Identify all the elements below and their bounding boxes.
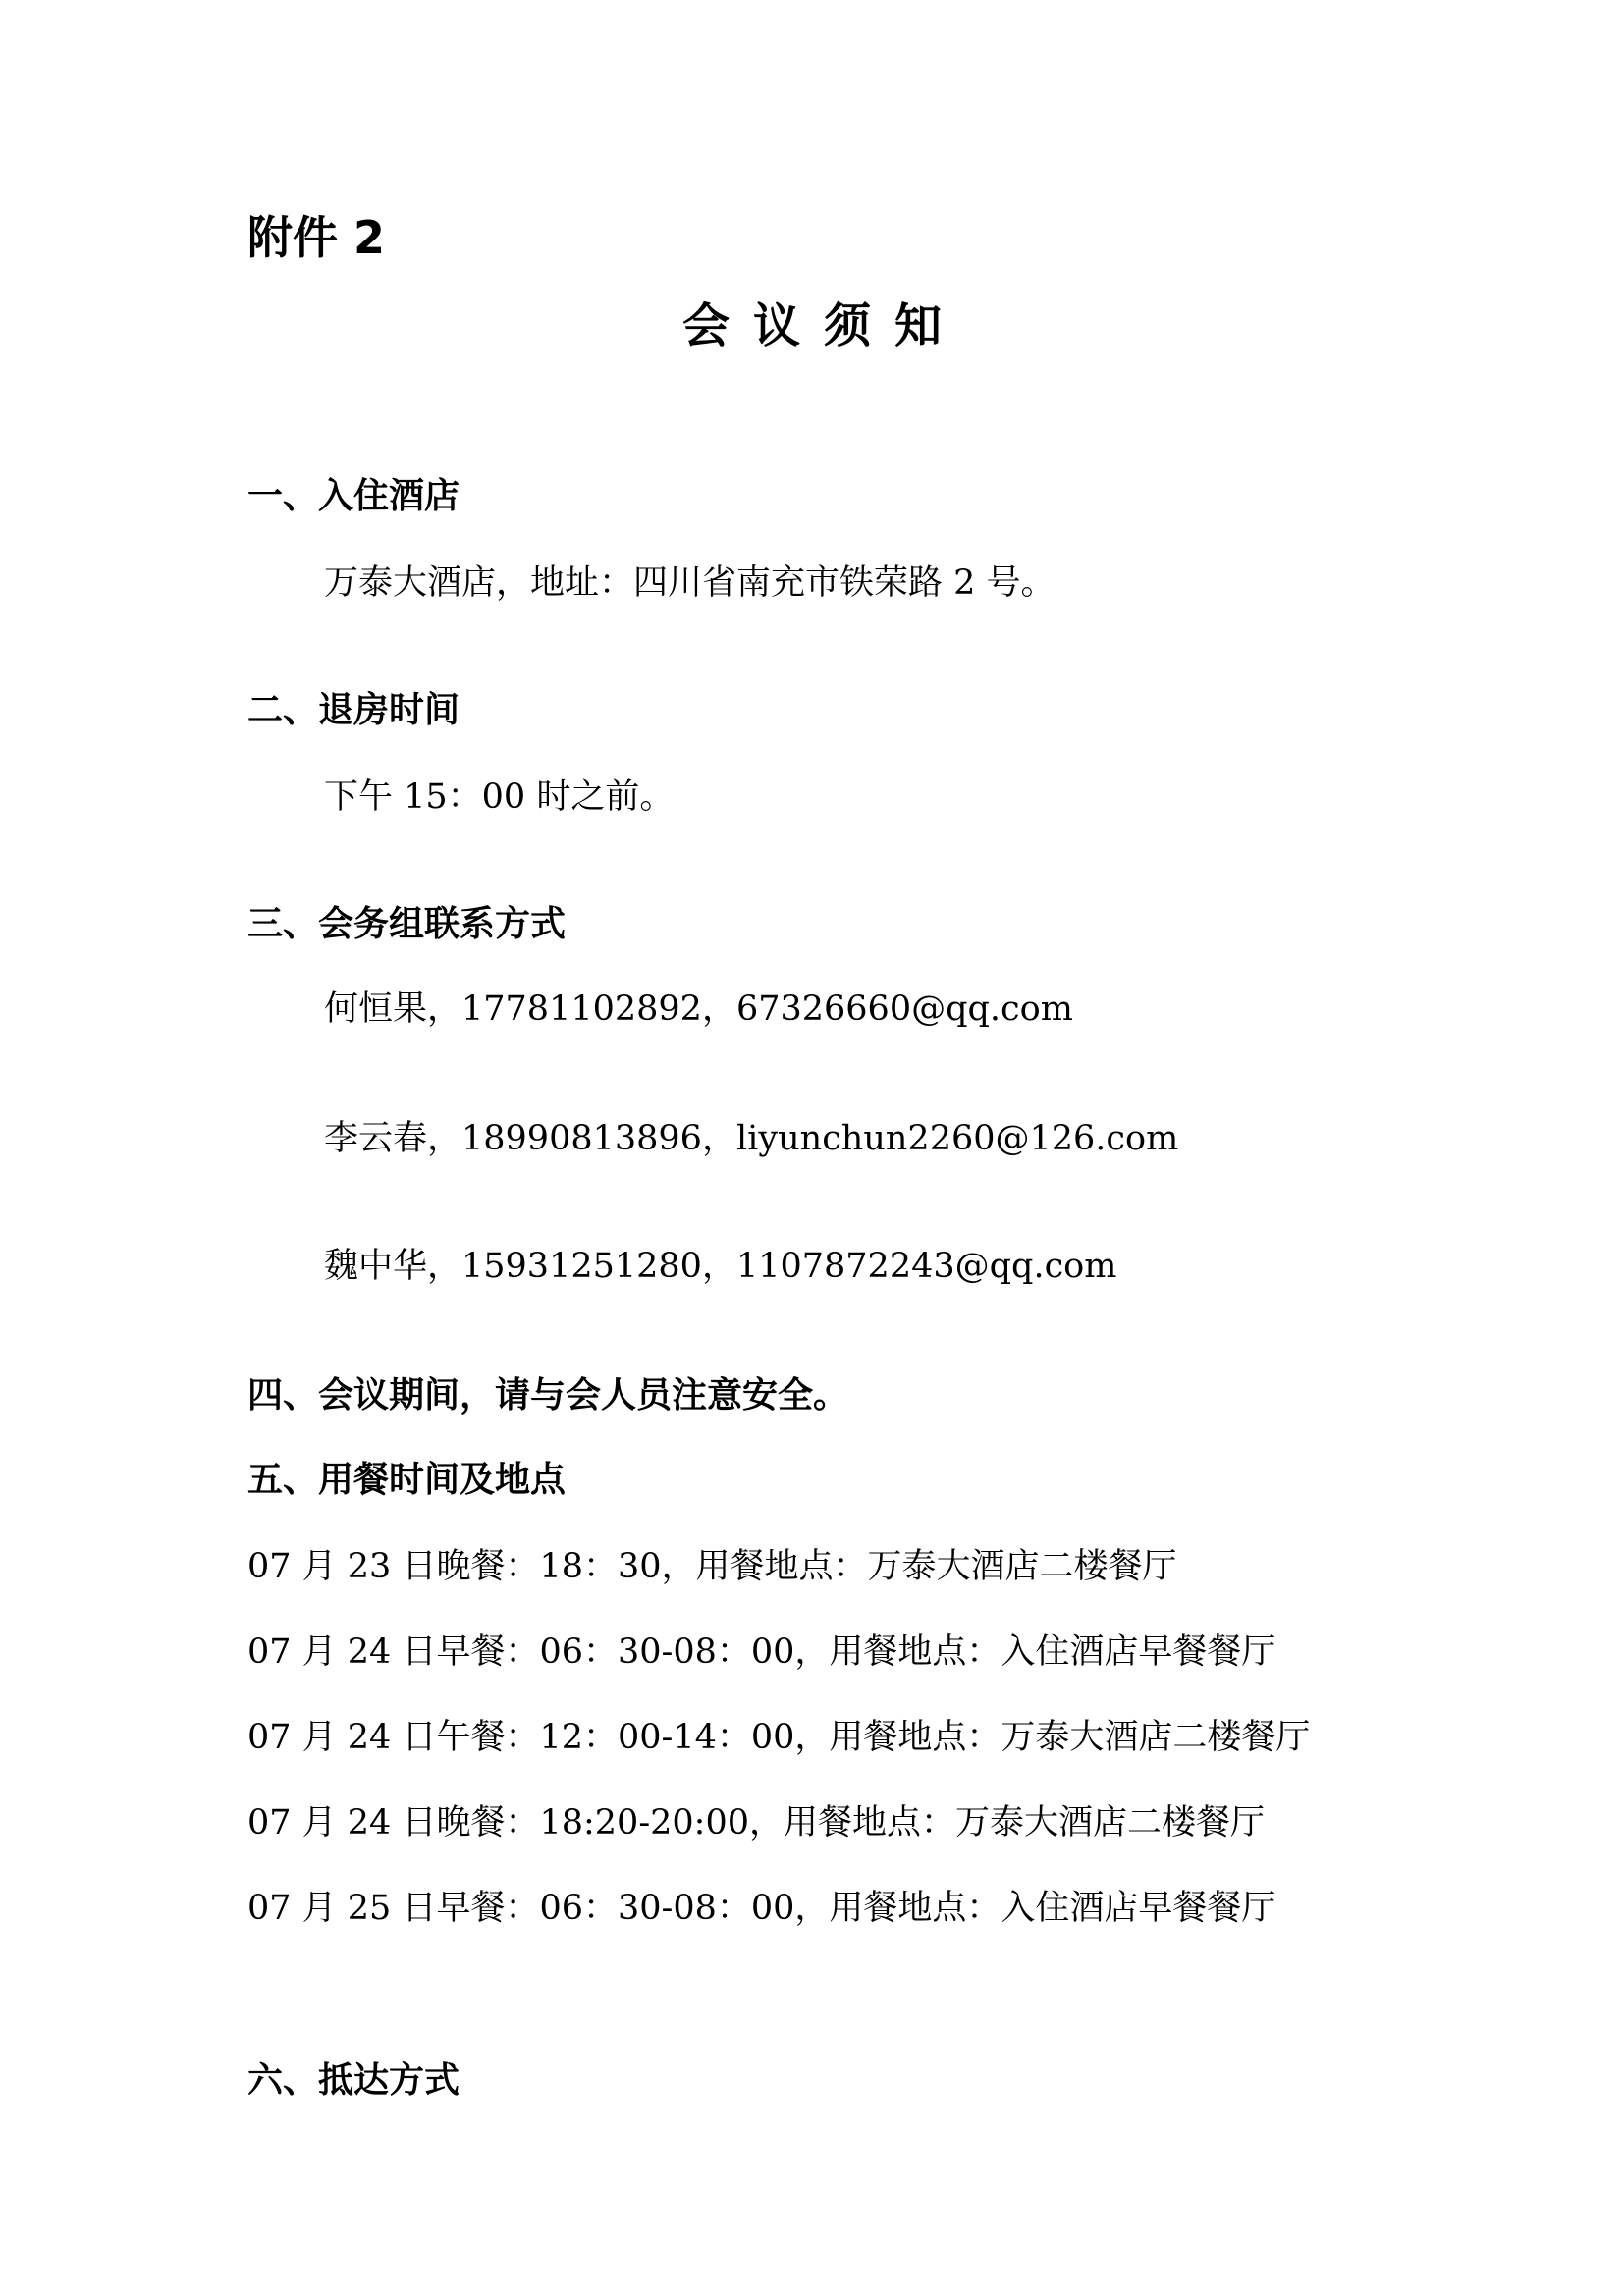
contact-line: 何恒果，17781102892，67326660@qq.com (324, 989, 1073, 1029)
section-heading-checkout: 二、退房时间 (247, 690, 460, 730)
section-heading-meals: 五、用餐时间及地点 (247, 1460, 567, 1500)
section-heading-safety: 四、会议期间，请与会人员注意安全。 (247, 1375, 849, 1415)
meal-schedule-line: 07 月 24 日午餐：12：00-14：00，用餐地点：万泰大酒店二楼餐厅 (247, 1718, 1311, 1757)
meal-schedule-line: 07 月 24 日早餐：06：30-08：00，用餐地点：入住酒店早餐餐厅 (247, 1632, 1276, 1672)
document-title: 会议须知 (681, 298, 965, 353)
meal-schedule-line: 07 月 23 日晚餐：18：30，用餐地点：万泰大酒店二楼餐厅 (247, 1547, 1177, 1586)
meal-schedule-line: 07 月 25 日早餐：06：30-08：00，用餐地点：入住酒店早餐餐厅 (247, 1889, 1276, 1928)
attachment-label: 附件 2 (247, 211, 386, 264)
section-heading-arrival: 六、抵达方式 (247, 2060, 460, 2101)
contact-line: 李云春，18990813896，liyunchun2260@126.com (324, 1119, 1179, 1158)
meal-schedule-line: 07 月 24 日晚餐：18:20-20:00，用餐地点：万泰大酒店二楼餐厅 (247, 1803, 1266, 1842)
section-heading-contacts: 三、会务组联系方式 (247, 904, 567, 944)
checkout-time-text: 下午 15：00 时之前。 (324, 777, 675, 817)
hotel-address-text: 万泰大酒店，地址：四川省南充市铁荣路 2 号。 (324, 563, 1056, 603)
contact-line: 魏中华，15931251280，1107872243@qq.com (324, 1247, 1117, 1286)
section-heading-hotel: 一、入住酒店 (247, 476, 460, 516)
